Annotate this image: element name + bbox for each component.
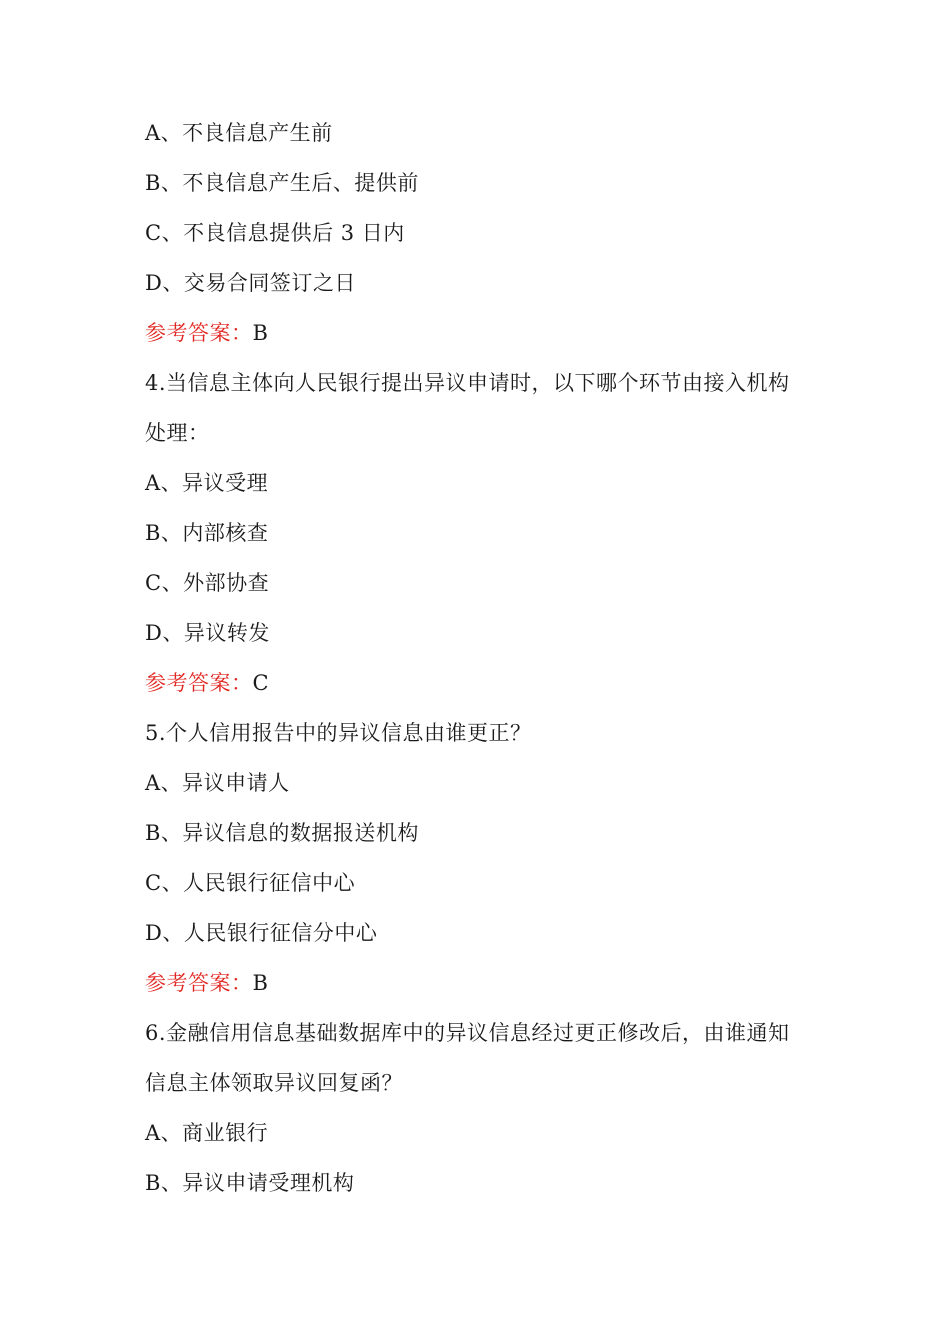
- q5-option-b: B、异议信息的数据报送机构: [145, 821, 419, 845]
- q3-answer-value: B: [252, 321, 269, 345]
- q5-answer: [145, 958, 825, 1008]
- q4-question-line1: 4.当信息主体向人民银行提出异议申请时，以下哪个环节由接入机构: [145, 371, 790, 395]
- q6-option-b: B、异议申请受理机构: [145, 1171, 355, 1195]
- q5-option-c: C、人民银行征信中心: [145, 871, 356, 895]
- q4-option-c: C、外部协查: [145, 571, 270, 595]
- q4-answer: [145, 658, 825, 708]
- q6-question-line1: 6.金融信用信息基础数据库中的异议信息经过更正修改后，由谁通知: [145, 1021, 790, 1045]
- q4-option-b: B、内部核查: [145, 521, 269, 545]
- document-page: [145, 108, 825, 1208]
- q5-answer-label: 参考答案：: [145, 971, 253, 995]
- q3-answer-label: 参考答案：: [145, 321, 253, 345]
- q5-answer-value: B: [252, 971, 269, 995]
- q5-option-d: D、人民银行征信分中心: [145, 921, 378, 945]
- q3-option-b: B、不良信息产生后、提供前: [145, 171, 419, 195]
- q3-option-a: A、不良信息产生前: [145, 121, 333, 145]
- q6-question-line2: 信息主体领取异议回复函？: [145, 1071, 403, 1095]
- q5-question: 5.个人信用报告中的异议信息由谁更正？: [145, 721, 532, 745]
- q4-option-a: A、异议受理: [145, 471, 269, 495]
- q4-answer-label: 参考答案：: [145, 671, 253, 695]
- q5-option-a: A、异议申请人: [145, 771, 290, 795]
- q4-question-line2: 处理：: [145, 421, 210, 445]
- q3-option-c: C、不良信息提供后 3 日内: [145, 221, 405, 245]
- q4-option-d: D、异议转发: [145, 621, 270, 645]
- q3-answer: [145, 308, 825, 358]
- q6-option-a: A、商业银行: [145, 1121, 269, 1145]
- q3-option-d: D、交易合同签订之日: [145, 271, 356, 295]
- q4-answer-value: C: [252, 671, 270, 695]
